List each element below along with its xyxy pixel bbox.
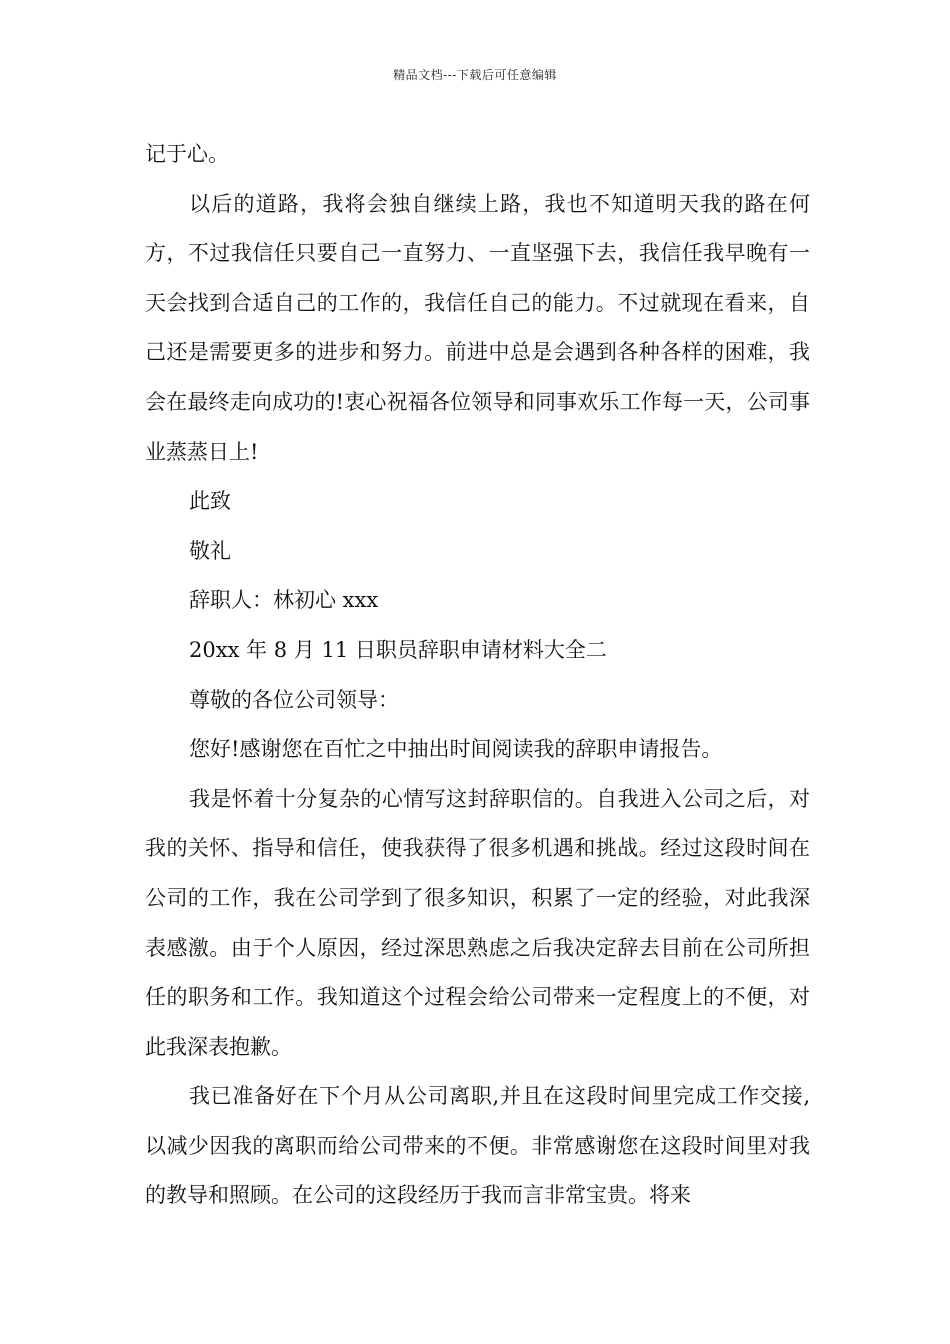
paragraph-closing-fragment: 记于心。 — [145, 142, 229, 166]
greeting-addressee: 尊敬的各位公司领导： — [189, 687, 399, 712]
paragraph-handover: 我已准备好在下个月从公司离职,并且在这段时间里完成工作交接,以减少因我的离职而给公司带来的不便。非常感谢您在这段时间里对我的教导和照顾。在公司的这段经历于我而言非常宝贵。将来 — [145, 1084, 810, 1208]
paragraph-complex-feelings: 我是怀着十分复杂的心情写这封辞职信的。自我进入公司之后，对我的关怀、指导和信任，使我获得了很多机遇和挑战。经过这段时间在公司的工作，我在公司学到了很多知识，积累了一定的经验，对此我深表感激。由于个人原因，经过深思熟虑之后我决定辞去目前在公司所担任的职务和工作。我知道这个过程会给公司带来一定程度上的不便，对此我深表抱歉。 — [145, 786, 810, 1059]
salutation-cizhi: 此致 — [189, 489, 231, 514]
page-header: 精品文档---下载后可任意编辑 — [393, 68, 557, 82]
salutation-jingli: 敬礼 — [189, 538, 231, 563]
signature-line: 辞职人：林初心 xxx — [189, 588, 379, 613]
paragraph-future-path: 以后的道路，我将会独自继续上路，我也不知道明天我的路在何方，不过我信任只要自己一直努力、一直坚强下去，我信任我早晚有一天会找到合适自己的工作的，我信任自己的能力。不过就现在看来，自己还是需要更多的进步和努力。前进中总是会遇到各种各样的困难，我会在最终走向成功的!衷心祝福各位领导和同事欢乐工作每一天，公司事业蒸蒸日上! — [145, 191, 810, 464]
section-title: 20xx 年 8 月 11 日职员辞职申请材料大全二 — [189, 637, 607, 662]
greeting-hello: 您好!感谢您在百忙之中抽出时间阅读我的辞职申请报告。 — [189, 737, 723, 762]
document-body — [145, 130, 810, 1221]
